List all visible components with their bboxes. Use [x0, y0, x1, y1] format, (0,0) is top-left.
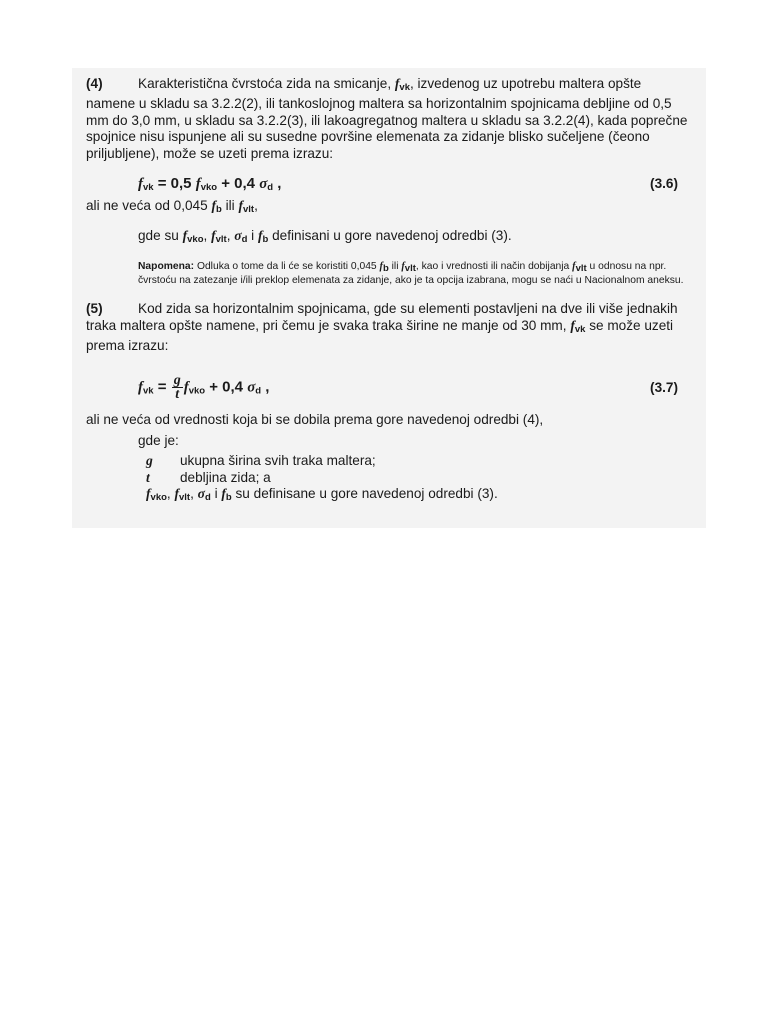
paragraph-text: Karakteristična čvrstoća zida na smicanje, — [138, 76, 395, 91]
equation-3-6 — [86, 176, 692, 198]
definition-symbol: g — [146, 453, 153, 469]
definition-item — [146, 470, 692, 486]
definition-text: debljina zida; a — [180, 469, 271, 485]
definition-text: ukupna širina svih traka maltera; — [180, 453, 376, 469]
paragraph-text: se može uzeti prema izrazu: — [86, 317, 674, 354]
definitions-list — [86, 453, 692, 506]
where-clause-3-6: gde su $f_{vko}$, $f_{vlt}$, $\sigma_d$ i $f_b$ definisani u gore navedenoj odredbi (3). — [138, 228, 512, 246]
constraint-text: ali ne veća od vrednosti koja bi se dobila prema gore navedenoj odredbi (4), — [86, 412, 544, 428]
note: Napomena: Odluka o tome da li će se koristiti 0,045 $f_b$ ili $f_{vlt}$, kao i vrednosti ili način dobijanja $f_{vlt}$ u odnosu na npr. čvrstoću na zatezanje i/ili preklop elemenata za zidanje, ako je ta opcija izabrana, mogu se naći u Nacionalnom aneksu. — [138, 260, 684, 287]
note-label: Napomena: — [138, 260, 195, 272]
subscript: vk — [399, 82, 410, 93]
document-body — [86, 76, 692, 507]
formula: $f_{vk} = 0,5$ $f_{vko} + 0,4$ $\sigma_d$ , — [138, 175, 282, 194]
constraint-text: ali ne veća od 0,045 $f_b$ ili $f_{vlt}$, — [86, 198, 258, 216]
equation-3-7 — [86, 372, 692, 406]
definition-symbol: t — [146, 469, 150, 485]
equation-number: (3.7) — [650, 380, 678, 396]
definition-item: $f_{vko}$, $f_{vlt}$, $\sigma_d$ i $f_b$ su definisane u gore navedenoj odredbi (3). — [146, 486, 498, 504]
definition-item — [146, 453, 692, 469]
paragraph-number: (5) — [86, 301, 103, 317]
paragraph-5: (5) Kod zida sa horizontalnim spojnicama, gde su elementi postavljeni na dve ili više jednakih traka maltera opšte namene, pri čemu je svaka traka širine ne manje od 30 mm, $f_{vk}$ se može uzeti prema izrazu: — [86, 301, 678, 354]
where-intro: gde je: — [138, 432, 179, 448]
formula: $f_{vk}$ = $\frac{g}{t}$ $f_{vko} + 0,4$ $\sigma_d$ , — [138, 373, 270, 403]
equation-number: (3.6) — [650, 176, 678, 192]
paragraph-text: , izvedenog uz upotrebu maltera opšte namene u skladu sa 3.2.2(2), ili tankoslojnog maltera sa horizontalnim spojnicama debljine od 0,5 mm do 3,0 mm, u skladu sa 3.2.2(3), ili lakoagregatnog maltera u skladu sa 3.2.2(4), kada poprečne spojnice nisu ispunjene ali su susedne površine elemenata za zidanje blisko sučeljene (čeono priljubljene), može se uzeti prema izrazu: — [86, 76, 688, 161]
paragraph-text: Kod zida sa horizontalnim spojnicama, gde su elementi postavljeni na dve ili više jednakih traka maltera opšte namene, pri čemu je svaka traka širine ne manje od 30 mm, — [86, 301, 678, 333]
symbol-f: f — [394, 76, 400, 91]
paragraph-4 — [86, 76, 692, 162]
paragraph-number: (4) — [86, 76, 103, 91]
fraction-g-over-t: $\frac{g}{t}$ — [173, 373, 181, 403]
